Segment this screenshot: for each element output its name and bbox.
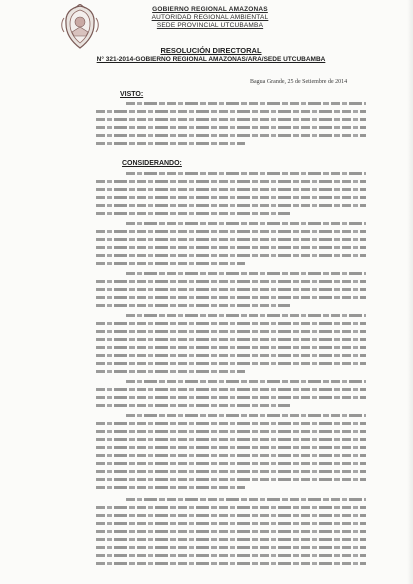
- resolution-title: RESOLUCIÓN DIRECTORAL: [160, 46, 262, 55]
- visto-paragraph: [96, 102, 366, 150]
- resolution-number: N° 321-2014-GOBIERNO REGIONAL AMAZONAS/ARA/SEDE UTCUBAMBA: [96, 56, 326, 63]
- institution-name: GOBIERNO REGIONAL AMAZONAS: [152, 6, 268, 13]
- regional-crest-icon: [60, 4, 100, 50]
- considerando-paragraph-7: [96, 498, 366, 570]
- visto-heading: VISTO:: [120, 91, 144, 98]
- considerando-paragraph-6: [96, 414, 366, 494]
- institution-authority: AUTORIDAD REGIONAL AMBIENTAL: [151, 14, 269, 21]
- considerando-paragraph-2: [96, 222, 366, 270]
- considerando-paragraph-3: [96, 272, 366, 312]
- considerando-paragraph-4: [96, 314, 366, 378]
- considerando-paragraph-5: [96, 380, 366, 412]
- page-edge-shadow: [407, 0, 413, 584]
- resolution-heading: [96, 46, 326, 64]
- document-date: Bagua Grande, 25 de Setiembre de 2014: [250, 79, 348, 85]
- considerando-paragraph-1: [96, 172, 366, 220]
- institution-header: [110, 6, 310, 30]
- considerando-heading: CONSIDERANDO:: [122, 160, 182, 167]
- institution-office: SEDE PROVINCIAL UTCUBAMBA: [156, 22, 264, 29]
